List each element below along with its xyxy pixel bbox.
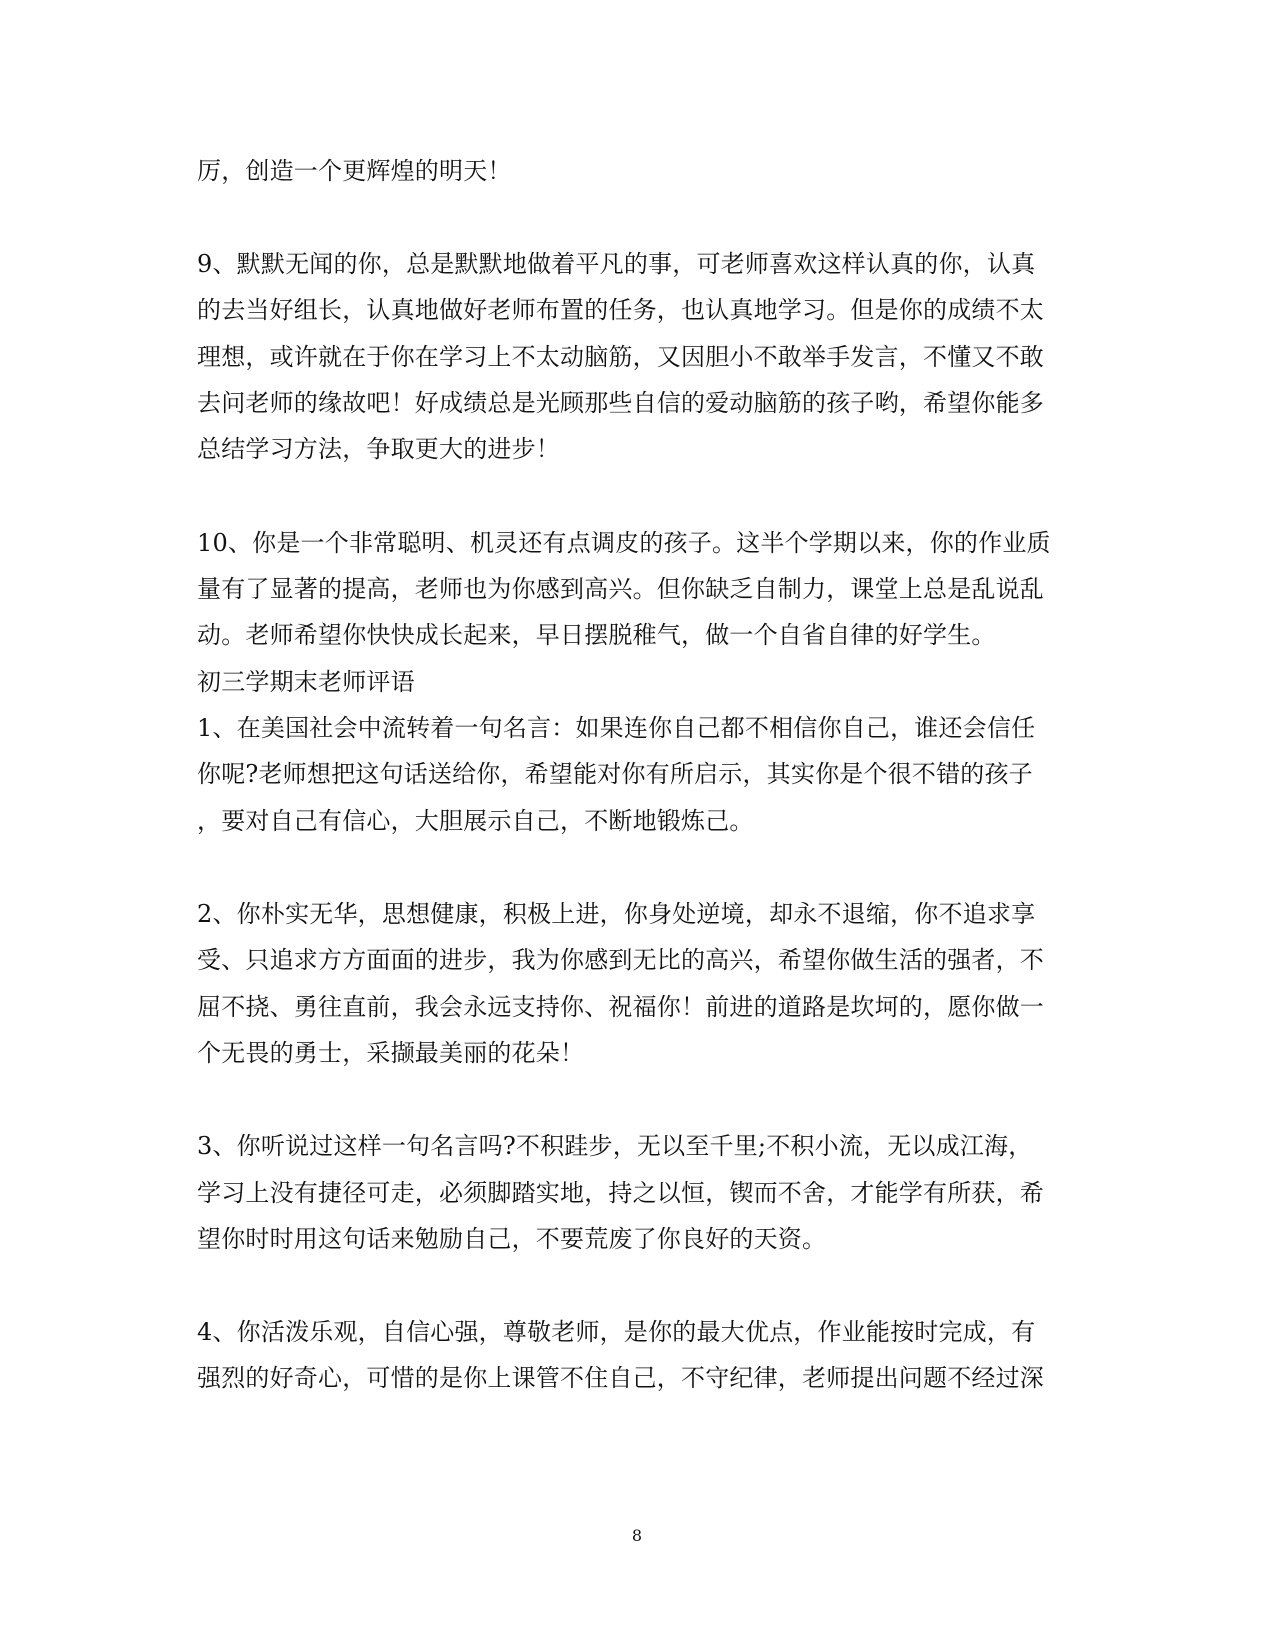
page-number: 8 — [631, 1526, 643, 1545]
text-line: 动。老师希望你快快成长起来，早日摆脱稚气，做一个自省自律的好学生。 — [197, 621, 996, 649]
text-line: ，要对自己有信心，大胆展示自己，不断地锻炼己。 — [197, 807, 754, 835]
text-line: 总结学习方法，争取更大的进步！ — [197, 435, 560, 463]
text-line: 10、你是一个非常聪明、机灵还有点调皮的孩子。这半个学期以来，你的作业质 — [197, 529, 1051, 557]
text-line: 1、在美国社会中流转着一句名言：如果连你自己都不相信你自己，谁还会信任 — [197, 714, 1036, 742]
text-line: 学习上没有捷径可走，必须脚踏实地，持之以恒，锲而不舍，才能学有所获，希 — [197, 1179, 1044, 1207]
text-line: 屈不挠、勇往直前，我会永远支持你、祝福你！前进的道路是坎坷的，愿你做一 — [197, 993, 1044, 1021]
text-line: 强烈的好奇心，可惜的是你上课管不住自己，不守纪律，老师提出问题不经过深 — [197, 1364, 1044, 1392]
text-line: 理想，或许就在于你在学习上不太动脑筋，又因胆小不敢举手发言，不懂又不敢 — [197, 343, 1044, 371]
text-line: 4、你活泼乐观，自信心强，尊敬老师，是你的最大优点，作业能按时完成，有 — [197, 1318, 1036, 1346]
text-line: 量有了显著的提高，老师也为你感到高兴。但你缺乏自制力，课堂上总是乱说乱 — [197, 575, 1044, 603]
text-line: 厉，创造一个更辉煌的明天！ — [197, 157, 512, 185]
text-line: 受、只追求方方面面的进步，我为你感到无比的高兴，希望你做生活的强者，不 — [197, 946, 1044, 974]
text-line: 9、默默无闻的你，总是默默地做着平凡的事，可老师喜欢这样认真的你，认真 — [197, 250, 1036, 278]
text-line: 个无畏的勇士，采撷最美丽的花朵！ — [197, 1039, 585, 1067]
text-line: 3、你听说过这样一句名言吗?不积跬步，无以至千里;不积小流，无以成江海， — [197, 1132, 1033, 1160]
text-line: 望你时时用这句话来勉励自己，不要荒废了你良好的天资。 — [197, 1225, 827, 1253]
text-line: 你呢?老师想把这句话送给你，希望能对你有所启示，其实你是个很不错的孩子 — [197, 760, 1033, 788]
section-heading: 初三学期末老师评语 — [197, 668, 415, 696]
text-line: 2、你朴实无华，思想健康，积极上进，你身处逆境，却永不退缩，你不追求享 — [197, 900, 1036, 928]
text-line: 的去当好组长，认真地做好老师布置的任务，也认真地学习。但是你的成绩不太 — [197, 296, 1044, 324]
text-line: 去问老师的缘故吧！好成绩总是光顾那些自信的爱动脑筋的孩子哟，希望你能多 — [197, 389, 1044, 417]
